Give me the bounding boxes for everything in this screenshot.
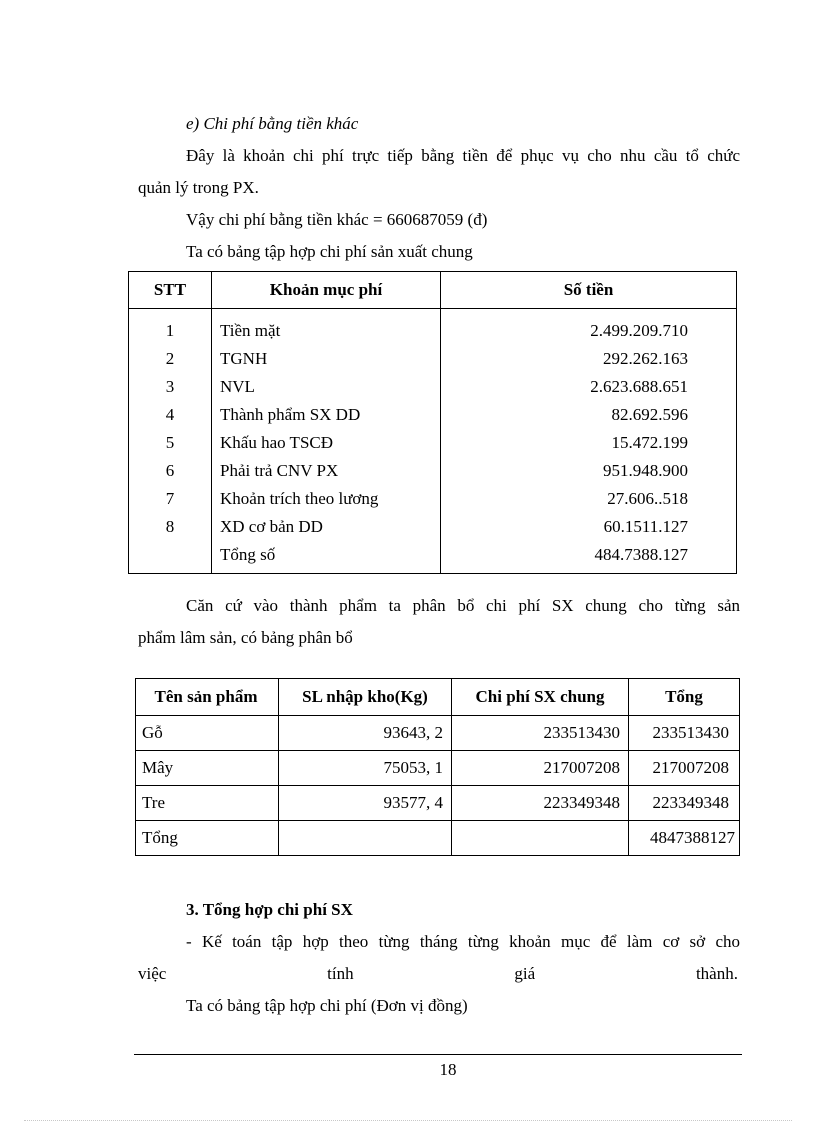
cost-stt: 1 (129, 309, 212, 346)
cost-item: TGNH (212, 345, 441, 373)
allocation-intro-line2: phẩm lâm sản, có bảng phân bổ (138, 628, 353, 647)
page-number: 18 (439, 1060, 457, 1079)
cost-amount: 60.1511.127 (441, 513, 737, 541)
cost-stt: 4 (129, 401, 212, 429)
cost-item: Khoản trích theo lương (212, 485, 441, 513)
section-e-formula: Vậy chi phí bằng tiền khác = 660687059 (đ) (186, 210, 488, 229)
table-row (129, 513, 737, 541)
cost-stt: 8 (129, 513, 212, 541)
cost-stt: 2 (129, 345, 212, 373)
cost-table-header-item: Khoản mục phí (212, 272, 441, 309)
cost-amount: 292.262.163 (441, 345, 737, 373)
allocation-header-name: Tên sản phẩm (136, 679, 279, 716)
cost-stt: 3 (129, 373, 212, 401)
page-edge-divider (24, 1120, 792, 1121)
section-e-paragraph-line1: Đây là khoản chi phí trực tiếp bằng tiền để phục vụ cho nhu cầu tổ chức (186, 146, 740, 165)
cost-item: Phải trả CNV PX (212, 457, 441, 485)
section-e-heading: e) Chi phí bằng tiền khác (186, 114, 359, 133)
cost-table-intro: Ta có bảng tập hợp chi phí sản xuất chung (186, 242, 473, 261)
word: giá (514, 964, 536, 983)
allocation-header-total: Tổng (629, 679, 740, 716)
cost-amount: 2.499.209.710 (441, 309, 737, 346)
footer-divider (134, 1054, 742, 1055)
cost-amount: 951.948.900 (441, 457, 737, 485)
cost-item: XD cơ bản DD (212, 513, 441, 541)
word: việc (138, 964, 167, 983)
table-row (129, 345, 737, 373)
cost-stt: 6 (129, 457, 212, 485)
cost-item: Tiền mặt (212, 309, 441, 346)
cost-amount: 27.606..518 (441, 485, 737, 513)
allocation-table-header-row (136, 679, 740, 716)
allocation-total: 233513430 (629, 716, 740, 751)
allocation-total-label: Tổng (136, 821, 279, 856)
table-row (129, 457, 737, 485)
table-row (129, 373, 737, 401)
cost-amount: 2.623.688.651 (441, 373, 737, 401)
word: thành. (695, 964, 738, 983)
allocation-table (135, 678, 740, 856)
cost-total-label: Tổng số (212, 541, 441, 574)
cost-stt: 5 (129, 429, 212, 457)
cost-stt (129, 541, 212, 574)
allocation-cost: 223349348 (452, 786, 629, 821)
table-row (129, 429, 737, 457)
allocation-intro-line1: Căn cứ vào thành phẩm ta phân bổ chi phí SX chung cho từng sản (186, 596, 740, 615)
table-row (129, 485, 737, 513)
summary-table-intro: Ta có bảng tập hợp chi phí (Đơn vị đồng) (186, 996, 468, 1015)
table-row (136, 786, 740, 821)
table-row (129, 309, 737, 346)
allocation-total: 223349348 (629, 786, 740, 821)
allocation-qty: 93577, 4 (279, 786, 452, 821)
allocation-qty (279, 821, 452, 856)
section-e-paragraph-line2: quản lý trong PX. (138, 178, 259, 197)
section-3-heading: 3. Tổng hợp chi phí SX (186, 900, 353, 919)
section-3-bullet-line1: - Kế toán tập hợp theo từng tháng từng khoản mục để làm cơ sở cho (186, 932, 740, 951)
allocation-total-row (136, 821, 740, 856)
allocation-cost (452, 821, 629, 856)
cost-item: NVL (212, 373, 441, 401)
cost-total-amount: 484.7388.127 (441, 541, 737, 574)
word: tính (327, 964, 354, 983)
allocation-qty: 93643, 2 (279, 716, 452, 751)
section-3-bullet-line2 (138, 964, 738, 984)
allocation-cost: 217007208 (452, 751, 629, 786)
cost-table (128, 271, 737, 574)
cost-item: Khấu hao TSCĐ (212, 429, 441, 457)
cost-amount: 82.692.596 (441, 401, 737, 429)
cost-stt: 7 (129, 485, 212, 513)
allocation-name: Gỗ (136, 716, 279, 751)
cost-table-total-row (129, 541, 737, 574)
table-row (136, 716, 740, 751)
cost-table-header-amount: Số tiền (441, 272, 737, 309)
allocation-cost: 233513430 (452, 716, 629, 751)
cost-item: Thành phẩm SX DD (212, 401, 441, 429)
table-row (129, 401, 737, 429)
allocation-name: Mây (136, 751, 279, 786)
allocation-name: Tre (136, 786, 279, 821)
allocation-header-qty: SL nhập kho(Kg) (279, 679, 452, 716)
allocation-total: 217007208 (629, 751, 740, 786)
allocation-header-cost: Chi phí SX chung (452, 679, 629, 716)
cost-table-header-row (129, 272, 737, 309)
allocation-grand-total: 4847388127 (629, 821, 740, 856)
cost-table-header-stt: STT (129, 272, 212, 309)
table-row (136, 751, 740, 786)
cost-amount: 15.472.199 (441, 429, 737, 457)
allocation-qty: 75053, 1 (279, 751, 452, 786)
